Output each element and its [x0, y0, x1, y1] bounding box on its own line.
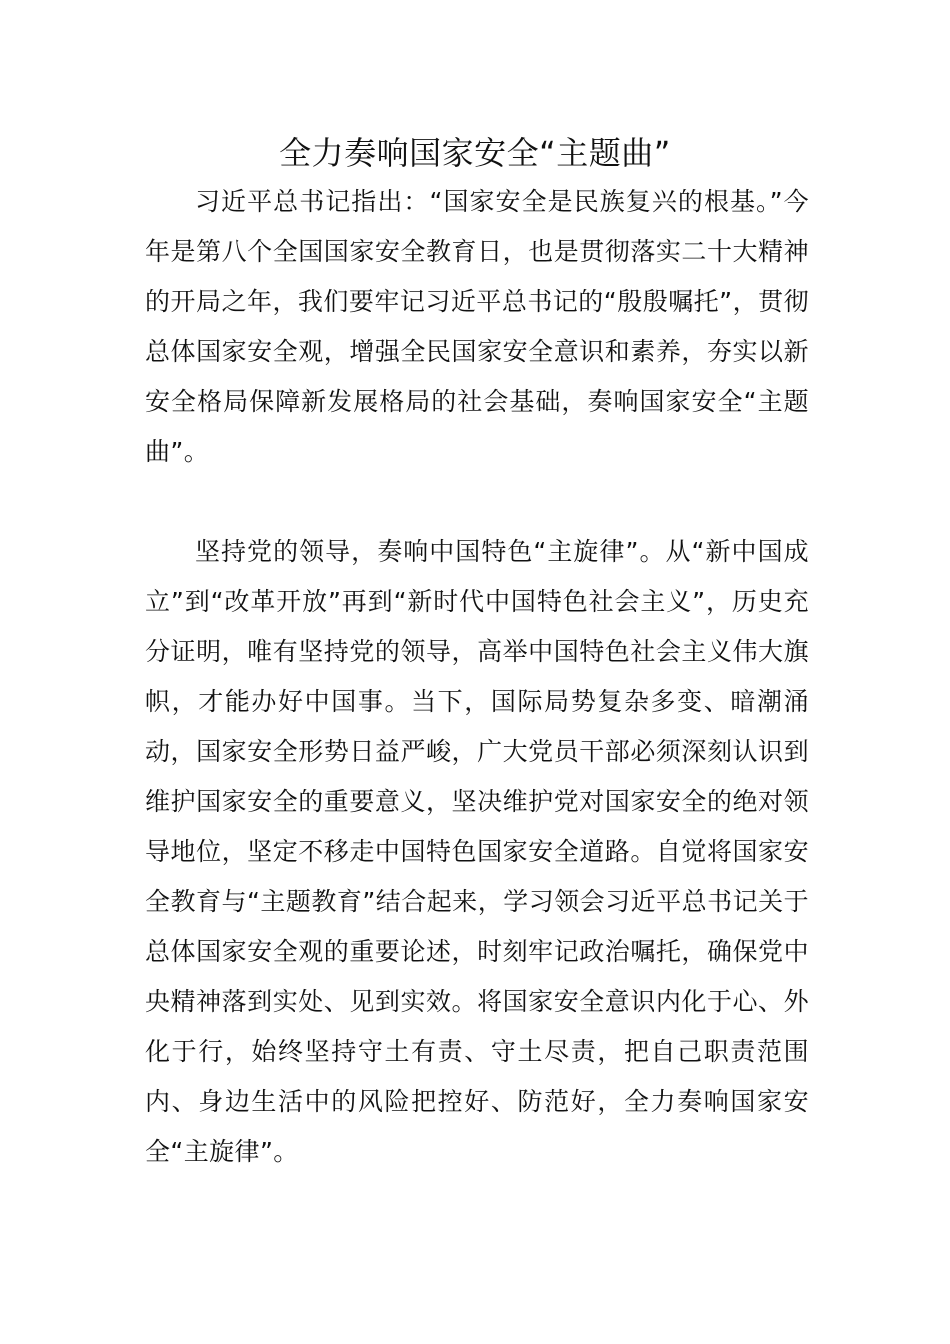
paragraph-intro: 习近平总书记指出：“国家安全是民族复兴的根基。”今年是第八个全国国家安全教育日，也是贯彻落实二十大精神的开局之年，我们要牢记习近平总书记的“殷殷嘱托”，贯彻总体国家安全观，增强全民国家安全意识和素养，夯实以新安全格局保障新发展格局的社会基础，奏响国家安全“主题曲”。	[145, 187, 809, 466]
document-title: 全力奏响国家安全“主题曲”	[279, 134, 671, 172]
paragraph-party-leadership: 坚持党的领导，奏响中国特色“主旋律”。从“新中国成立”到“改革开放”再到“新时代中国特色社会主义”，历史充分证明，唯有坚持党的领导，高举中国特色社会主义伟大旗帜，才能办好中国事。当下，国际局势复杂多变、暗潮涌动，国家安全形势日益严峻，广大党员干部必须深刻认识到维护国家安全的重要意义，坚决维护党对国家安全的绝对领导地位，坚定不移走中国特色国家安全道路。自觉将国家安全教育与“主题教育”结合起来，学习领会习近平总书记关于总体国家安全观的重要论述，时刻牢记政治嘱托，确保党中央精神落到实处、见到实效。将国家安全意识内化于心、外化于行，始终坚持守土有责、守土尽责，把自己职责范围内、身边生活中的风险把控好、防范好，全力奏响国家安全“主旋律”。	[145, 537, 809, 1166]
